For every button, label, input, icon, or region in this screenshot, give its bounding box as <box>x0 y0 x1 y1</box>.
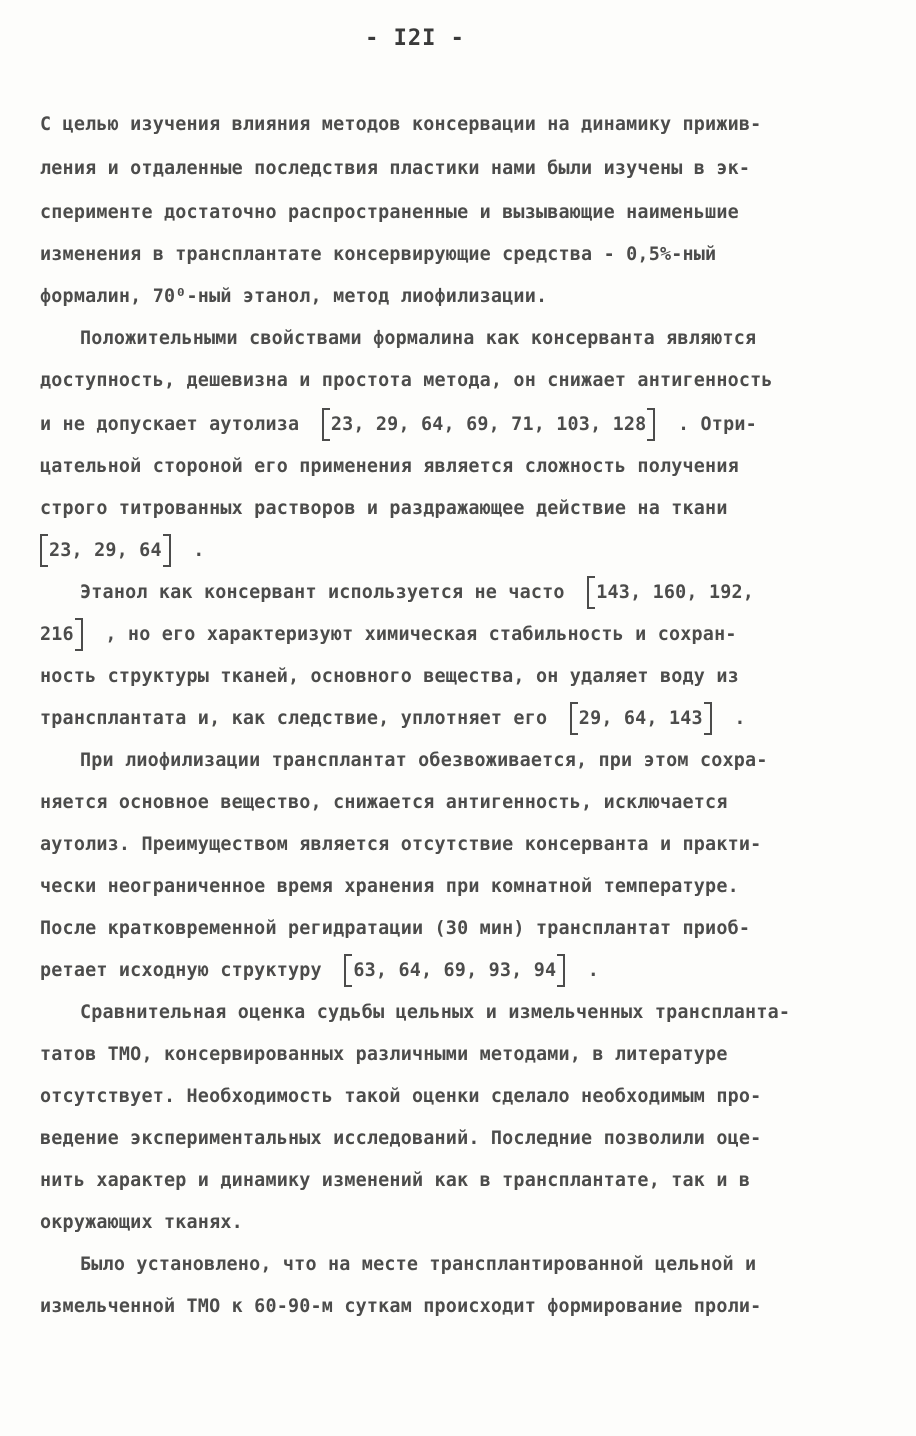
text-line: аутолиз. Преимуществом является отсутствие консерванта и практи- <box>40 834 762 855</box>
citation-brackets: 23, 29, 64 <box>40 540 171 561</box>
text-line: ления и отдаленные последствия пластики нами были изучены в эк- <box>40 158 751 179</box>
text-line: изменения в трансплантате консервирующие средства - 0,5%-ный <box>40 244 717 265</box>
text-line: С целью изучения влияния методов консервации на динамику прижив- <box>40 114 762 135</box>
text-line: окружающих тканях. <box>40 1212 243 1233</box>
text-line: строго титрованных растворов и раздражающее действие на ткани <box>40 498 728 519</box>
citation-brackets: 23, 29, 64, 69, 71, 103, 128 <box>322 414 656 435</box>
text-segment: трансплантата и, как следствие, уплотняет его <box>40 708 570 729</box>
text-line: После кратковременной регидратации (30 мин) трансплантат приоб- <box>40 918 751 939</box>
text-line <box>40 708 746 729</box>
text-segment: . <box>711 708 746 729</box>
text-line: сперименте достаточно распространенные и вызывающие наименьшие <box>40 202 739 223</box>
text-line: чески неограниченное время хранения при комнатной температуре. <box>40 876 739 897</box>
text-line: татов ТМО, консервированных различными методами, в литературе <box>40 1044 728 1065</box>
citation-brackets: 63, 64, 69, 93, 94 <box>344 960 565 981</box>
citation-brackets: 216 <box>40 624 83 645</box>
text-segment: ретает исходную структуру <box>40 960 345 981</box>
text-line: измельченной ТМО к 60-90-м суткам происходит формирование проли- <box>40 1296 762 1317</box>
text-line: цательной стороной его применения является сложность получения <box>40 456 739 477</box>
text-line <box>40 414 757 435</box>
text-line: няется основное вещество, снижается антигенность, исключается <box>40 792 728 813</box>
text-segment: , но его характеризуют химическая стабильность и сохран- <box>82 624 737 645</box>
text-line: нить характер и динамику изменений как в трансплантате, так и в <box>40 1170 751 1191</box>
paragraph-start-line: Было установлено, что на месте трансплантированной цельной и <box>80 1254 757 1275</box>
text-line: формалин, 70⁰-ный этанол, метод лиофилизации. <box>40 286 548 307</box>
text-segment: . Отри- <box>655 414 757 435</box>
page-number: - I2I - <box>365 26 465 51</box>
text-line <box>40 960 599 981</box>
text-segment: и не допускает аутолиза <box>40 414 322 435</box>
paragraph-start-line <box>80 582 754 603</box>
citation-brackets: 143, 160, 192, <box>587 582 754 603</box>
text-line <box>40 540 205 561</box>
text-line: ведение экспериментальных исследований. Последние позволили оце- <box>40 1128 762 1149</box>
paragraph-start-line: Сравнительная оценка судьбы цельных и измельченных транспланта- <box>80 1002 791 1023</box>
text-segment: Этанол как консервант используется не часто <box>80 582 588 603</box>
citation-brackets: 29, 64, 143 <box>570 708 712 729</box>
text-line: ность структуры тканей, основного вещества, он удаляет воду из <box>40 666 739 687</box>
paragraph-start-line: При лиофилизации трансплантат обезвоживается, при этом сохра- <box>80 750 768 771</box>
text-line: отсутствует. Необходимость такой оценки сделало необходимым про- <box>40 1086 762 1107</box>
paragraph-start-line: Положительными свойствами формалина как консерванта являются <box>80 328 757 349</box>
text-segment: . <box>170 540 205 561</box>
text-line: доступность, дешевизна и простота метода, он снижает антигенность <box>40 370 773 391</box>
text-segment: . <box>565 960 600 981</box>
text-line <box>40 624 737 645</box>
